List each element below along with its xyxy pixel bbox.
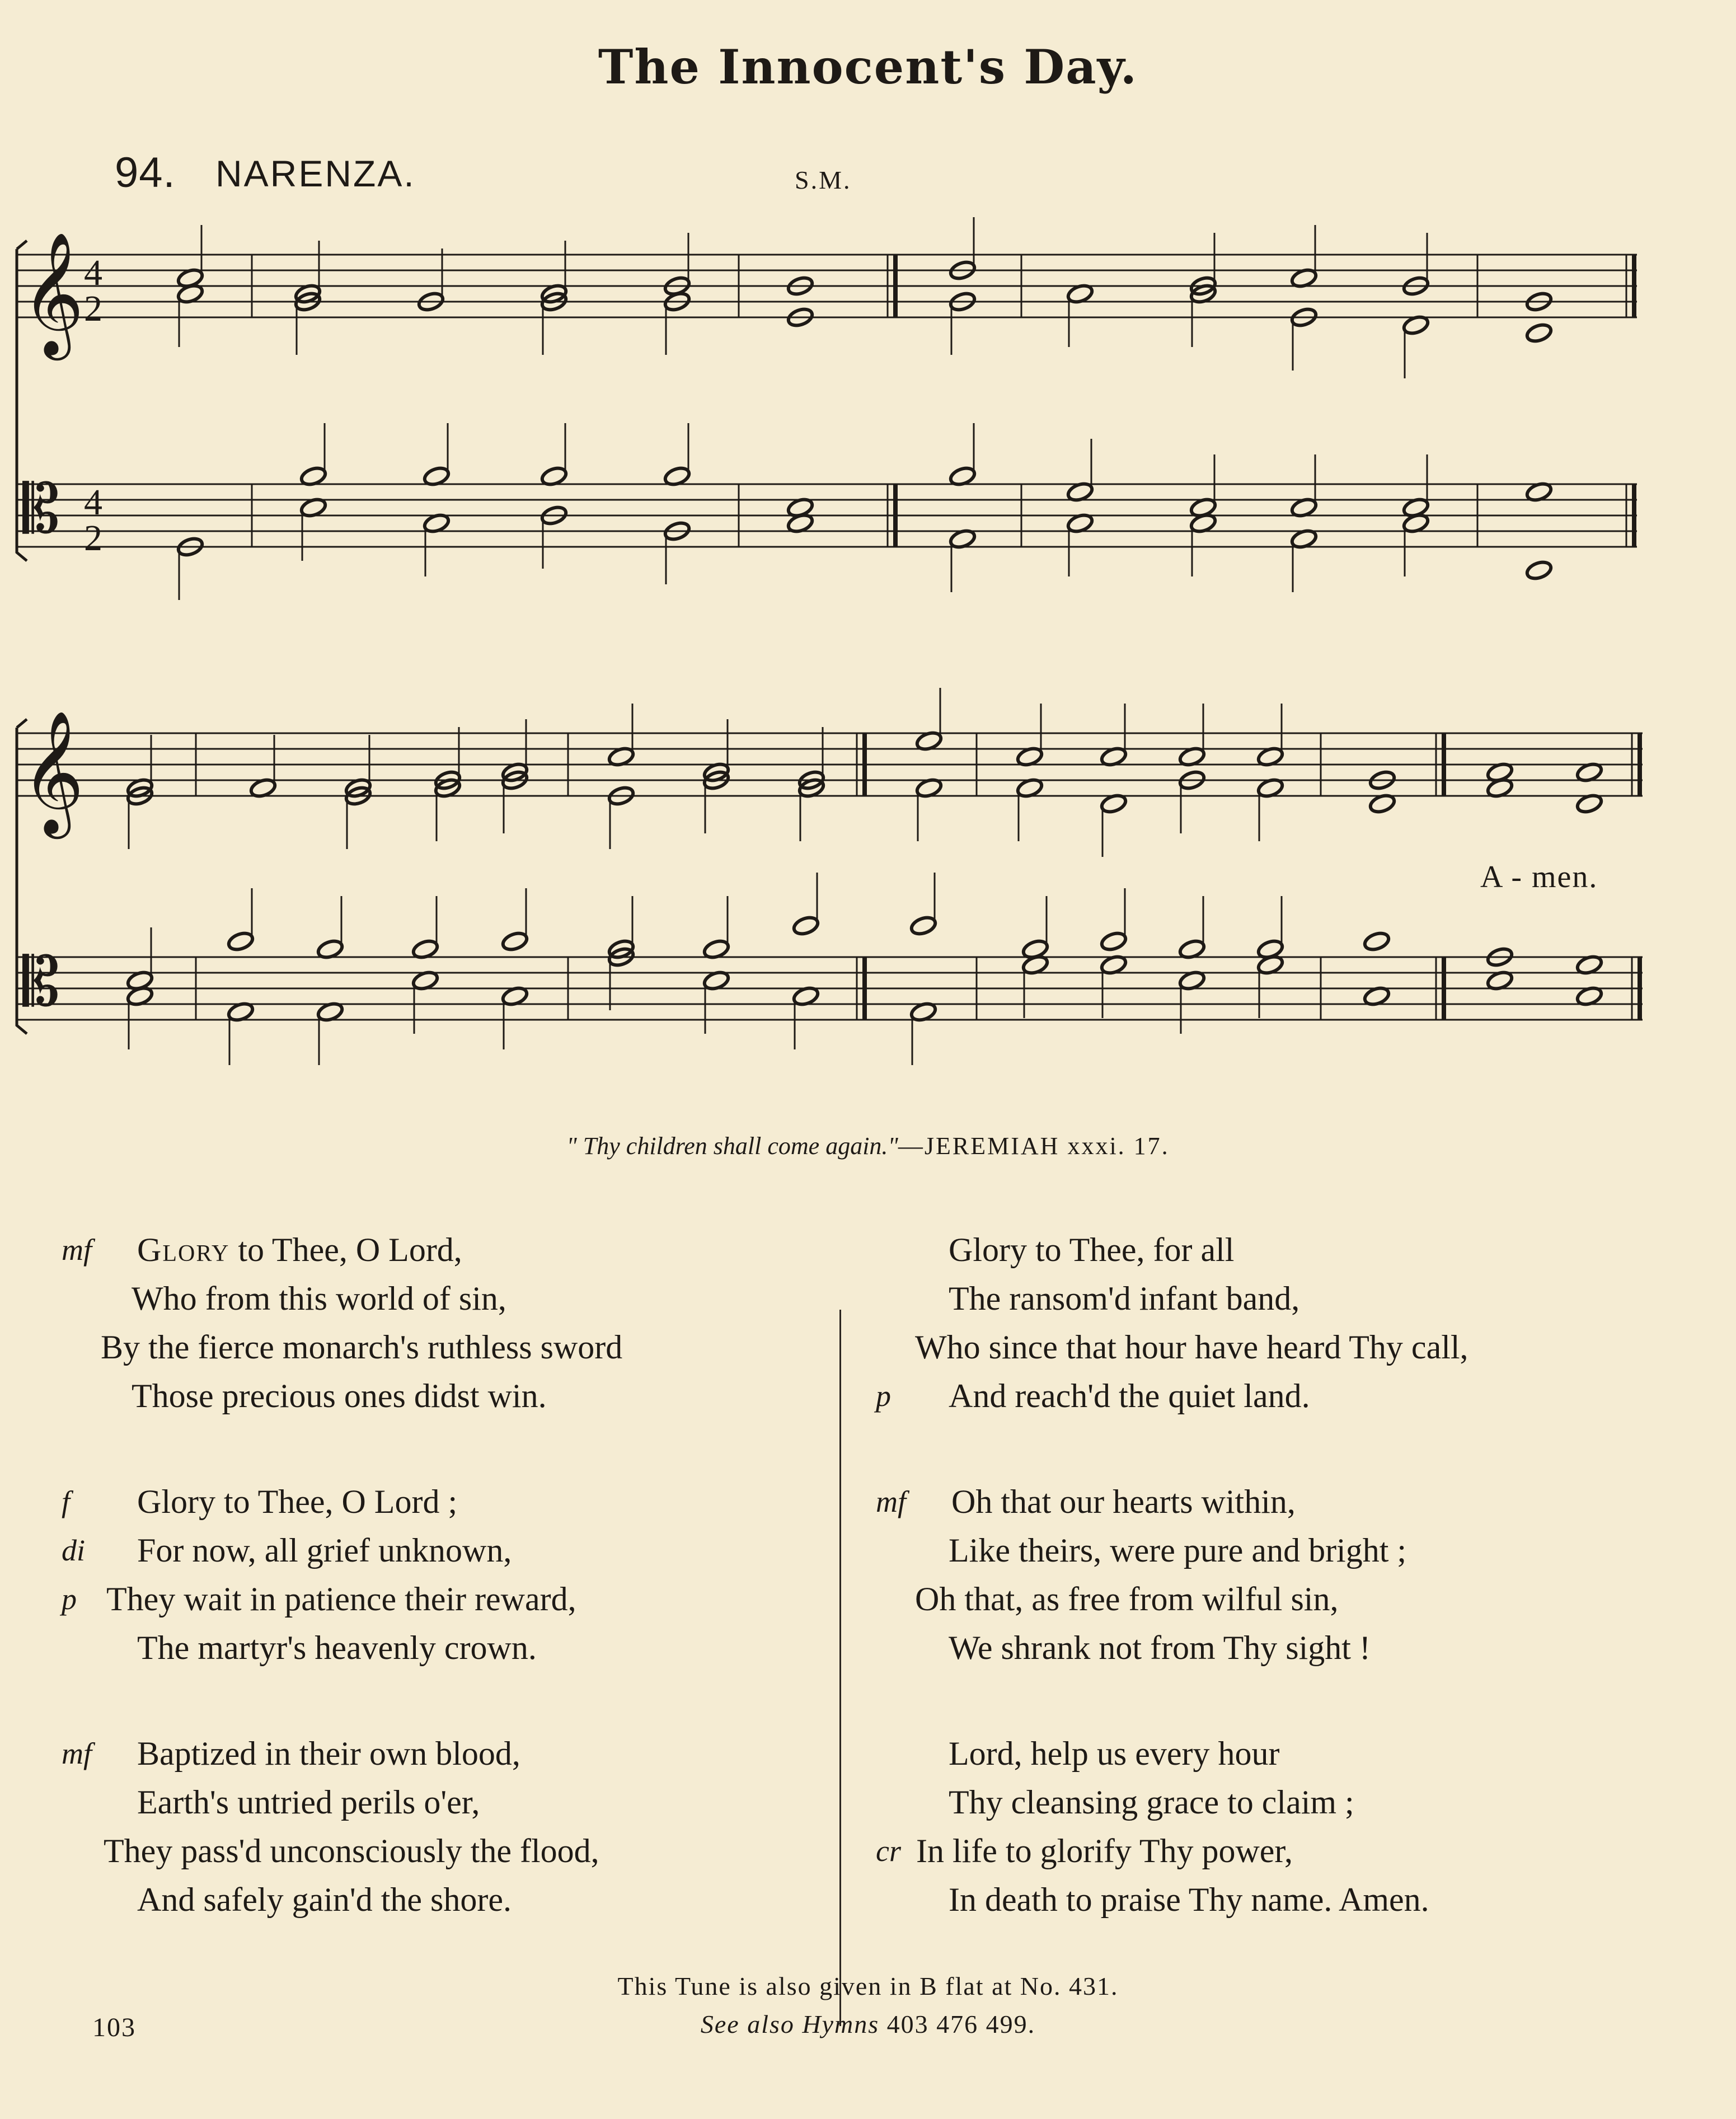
- epigraph-quote: " Thy children shall come again.": [566, 1132, 898, 1160]
- bass-staff: [17, 957, 1643, 1020]
- score-system-1: [17, 217, 1637, 600]
- page-number: 103: [92, 2013, 136, 2042]
- verse-line: [62, 1526, 845, 1575]
- verse-text: [949, 1876, 1429, 1924]
- c-clef: 𝄡: [22, 944, 60, 1021]
- verse-text: [949, 1778, 1354, 1827]
- verse-text: [137, 1226, 462, 1274]
- epigraph: [0, 1132, 1736, 1160]
- half-note: [176, 283, 204, 347]
- dynamic-marking: p: [876, 1379, 891, 1413]
- verse-text: [137, 1624, 537, 1672]
- time-signature: [84, 482, 102, 559]
- verse-text: [949, 1526, 1406, 1575]
- verse-text: [132, 1372, 547, 1421]
- half-note: [417, 249, 445, 313]
- verse-text: [915, 1575, 1338, 1624]
- half-note: [663, 290, 691, 355]
- half-note: [702, 896, 730, 960]
- half-note: [909, 873, 937, 937]
- half-note: [126, 927, 154, 992]
- half-note: [501, 985, 529, 1049]
- half-note: [663, 233, 691, 297]
- verse-line: [62, 1876, 845, 1924]
- verse-words: In life to glorify Thy power,: [916, 1832, 1293, 1869]
- half-note: [1021, 896, 1049, 960]
- svg-text:2: 2: [84, 288, 102, 329]
- stanza: [876, 1478, 1659, 1672]
- svg-text:4: 4: [84, 252, 102, 293]
- half-note: [1256, 954, 1284, 1018]
- verse-words: Baptized in their own blood,: [137, 1735, 520, 1772]
- see-also-note: [0, 2009, 1736, 2039]
- verse-words: Who since that hour have heard Thy call,: [915, 1329, 1468, 1366]
- half-note: [411, 896, 439, 960]
- half-note: [227, 1001, 255, 1065]
- half-note: [792, 873, 820, 937]
- half-note: [423, 423, 451, 487]
- half-note: [1016, 704, 1044, 768]
- verse-words: By the fierce monarch's ruthless sword: [101, 1329, 623, 1366]
- verse-words: Glory to Thee, for all: [949, 1231, 1235, 1268]
- half-note: [501, 888, 529, 953]
- half-note: [607, 785, 635, 849]
- verse-text: [137, 1876, 512, 1924]
- half-note: [1178, 704, 1206, 768]
- verse-text: [132, 1274, 506, 1323]
- half-note: [1290, 528, 1318, 592]
- svg-text:4: 4: [84, 482, 102, 523]
- half-note: [909, 1001, 937, 1065]
- half-note: [1363, 930, 1391, 952]
- half-note: [607, 704, 635, 768]
- verse-line: [62, 1575, 845, 1624]
- half-note: [1525, 559, 1553, 581]
- stanza: [62, 1478, 845, 1672]
- page-title: The Innocent's Day.: [598, 39, 1138, 95]
- verse-text: [104, 1827, 599, 1876]
- half-note: [176, 536, 204, 600]
- half-note: [949, 217, 977, 282]
- verse-text: [949, 1274, 1299, 1323]
- verse-words: Those precious ones didst win.: [132, 1377, 547, 1414]
- stanza: [62, 1729, 845, 1924]
- half-note: [1021, 954, 1049, 1018]
- meter-label: S.M.: [795, 166, 852, 194]
- half-note: [1066, 512, 1094, 576]
- verse-words: They pass'd unconsciously the flood,: [104, 1832, 599, 1869]
- half-note: [316, 1001, 344, 1065]
- half-note: [227, 888, 255, 953]
- tune-name: NARENZA.: [215, 153, 416, 194]
- verse-words: The martyr's heavenly crown.: [137, 1629, 537, 1666]
- verse-words: Glory to Thee, O Lord ;: [137, 1483, 458, 1520]
- half-note: [663, 423, 691, 487]
- svg-text:2: 2: [84, 518, 102, 559]
- treble-staff: [17, 255, 1637, 317]
- verse-text: [949, 1372, 1310, 1421]
- half-note: [1016, 777, 1044, 841]
- verse-words: They wait in patience their reward,: [106, 1581, 576, 1618]
- stanza: [876, 1729, 1659, 1924]
- half-note: [1189, 512, 1217, 576]
- half-note: [1402, 233, 1430, 297]
- verse-line: [876, 1827, 1659, 1876]
- half-note: [1256, 896, 1284, 960]
- half-note: [1525, 322, 1553, 344]
- half-note: [663, 520, 691, 584]
- hymn-number: 94.: [115, 149, 176, 196]
- stanza: [62, 1226, 845, 1421]
- verse-line: [876, 1478, 1659, 1526]
- verse-line: [876, 1323, 1659, 1372]
- half-note: [249, 735, 277, 799]
- see-also-numbers: 403 476 499.: [886, 2010, 1036, 2038]
- dynamic-marking: di: [62, 1534, 86, 1567]
- verse-words: The ransom'd infant band,: [949, 1280, 1300, 1317]
- dynamic-marking: mf: [62, 1737, 92, 1770]
- half-note: [1066, 439, 1094, 503]
- verse-text: [949, 1226, 1234, 1274]
- half-note: [126, 985, 154, 1049]
- time-signature: [84, 252, 102, 329]
- half-note: [1100, 954, 1128, 1018]
- verse-line: [62, 1624, 845, 1672]
- verse-words: Oh that our hearts within,: [951, 1483, 1296, 1520]
- verse-line: [62, 1478, 845, 1526]
- stanza: [876, 1226, 1659, 1421]
- half-note: [949, 290, 977, 355]
- verse-words: Earth's untried perils o'er,: [137, 1784, 480, 1821]
- verse-text: [137, 1778, 480, 1827]
- half-note: [949, 528, 977, 592]
- half-note: [1100, 888, 1128, 953]
- half-note: [540, 504, 568, 569]
- verse-text: [916, 1827, 1293, 1876]
- verse-words: Oh that, as free from wilful sin,: [915, 1581, 1339, 1618]
- hymn-verses: [0, 1226, 1736, 1925]
- verse-words: Thy cleansing grace to claim ;: [949, 1784, 1354, 1821]
- half-note: [540, 423, 568, 487]
- half-note: [299, 496, 327, 561]
- half-note: [1178, 896, 1206, 960]
- half-note: [1402, 314, 1430, 378]
- half-note: [1100, 704, 1128, 768]
- verse-words: Who from this world of sin,: [132, 1280, 506, 1317]
- verse-text: [137, 1526, 512, 1575]
- half-note: [1290, 225, 1318, 289]
- bass-staff: [17, 484, 1637, 547]
- verse-line: [62, 1323, 845, 1372]
- dynamic-marking: mf: [876, 1485, 906, 1518]
- dynamic-marking: mf: [62, 1233, 92, 1267]
- half-note: [423, 512, 451, 576]
- half-note: [299, 423, 327, 487]
- dynamic-marking: f: [62, 1485, 71, 1518]
- half-note: [411, 969, 439, 1034]
- treble-clef: 𝄞: [21, 231, 85, 355]
- verse-line: [62, 1729, 845, 1778]
- treble-clef: 𝄞: [21, 710, 85, 833]
- half-note: [1178, 769, 1206, 833]
- half-note: [1178, 969, 1206, 1034]
- half-note: [1100, 793, 1128, 857]
- see-also-label: See also Hymns: [700, 2010, 880, 2038]
- verse-line: [876, 1624, 1659, 1672]
- half-note: [949, 423, 977, 487]
- verse-text: [106, 1575, 576, 1624]
- verse-text: [951, 1478, 1296, 1526]
- verse-line: [62, 1827, 845, 1876]
- verse-line: [62, 1778, 845, 1827]
- verse-line: [876, 1226, 1659, 1274]
- half-note: [702, 969, 730, 1034]
- verse-line: [876, 1526, 1659, 1575]
- verse-first-word: Glory: [137, 1231, 230, 1268]
- verse-line: [876, 1575, 1659, 1624]
- verse-text: [949, 1624, 1371, 1672]
- verse-words: And safely gain'd the shore.: [137, 1881, 512, 1918]
- half-note: [316, 896, 344, 960]
- verse-line: [876, 1372, 1659, 1421]
- verse-words: to Thee, O Lord,: [229, 1231, 462, 1268]
- verse-words: We shrank not from Thy sight !: [949, 1629, 1371, 1666]
- verse-text: [137, 1478, 457, 1526]
- dynamic-marking: p: [62, 1582, 77, 1616]
- verse-words: And reach'd the quiet land.: [949, 1377, 1310, 1414]
- alternate-key-note: This Tune is also given in B flat at No. 431.: [617, 1972, 1119, 2000]
- c-clef: 𝄡: [22, 471, 60, 548]
- half-note: [176, 225, 204, 289]
- half-note: [1290, 454, 1318, 519]
- verse-words: In death to praise Thy name. Amen.: [949, 1881, 1429, 1918]
- verse-words: For now, all grief unknown,: [137, 1532, 512, 1569]
- treble-staff: [17, 733, 1643, 796]
- half-note: [1256, 704, 1284, 768]
- verse-line: [62, 1274, 845, 1323]
- score-system-2: [17, 688, 1643, 1065]
- verse-line: [876, 1778, 1659, 1827]
- verse-text: [101, 1323, 622, 1372]
- verse-words: Lord, help us every hour: [949, 1735, 1280, 1772]
- verse-line: [876, 1274, 1659, 1323]
- verse-line: [62, 1226, 845, 1274]
- half-note: [1256, 777, 1284, 841]
- verse-words: Like theirs, were pure and bright ;: [949, 1532, 1407, 1569]
- half-note: [915, 777, 943, 841]
- verse-line: [62, 1372, 845, 1421]
- half-note: [1290, 306, 1318, 371]
- epigraph-reference: —JEREMIAH xxxi. 17.: [898, 1132, 1170, 1160]
- amen-label: A - men.: [1480, 860, 1598, 894]
- verse-line: [876, 1729, 1659, 1778]
- verse-line: [876, 1876, 1659, 1924]
- half-note: [1189, 454, 1217, 519]
- half-note: [1402, 454, 1430, 519]
- half-note: [1402, 512, 1430, 576]
- verse-text: [915, 1323, 1468, 1372]
- verse-text: [949, 1729, 1280, 1778]
- half-note: [792, 985, 820, 1049]
- dynamic-marking: cr: [876, 1834, 901, 1868]
- verse-text: [137, 1729, 520, 1778]
- half-note: [915, 688, 943, 752]
- half-note: [1066, 283, 1094, 347]
